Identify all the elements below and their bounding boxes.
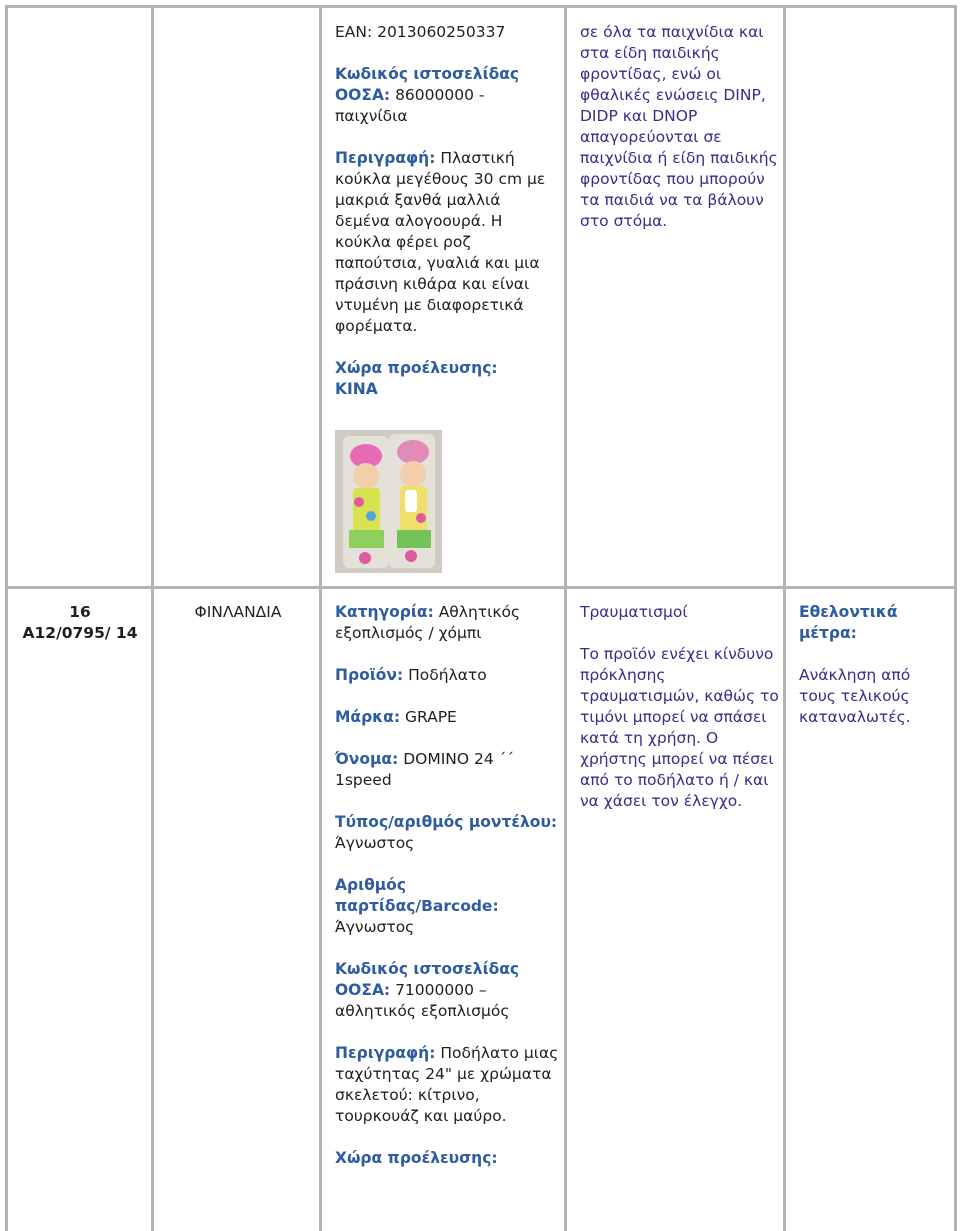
model-value: Άγνωστος: [335, 834, 415, 852]
name-label: Όνομα:: [335, 750, 399, 768]
origin-label: Χώρα προέλευσης:: [335, 1149, 498, 1167]
site-code-label: Κωδικός ιστοσελίδας ΟΟΣΑ:: [335, 960, 520, 999]
description: [335, 148, 560, 337]
row2-country-cell: [168, 602, 308, 623]
origin: [335, 358, 560, 400]
brand-label: Μάρκα:: [335, 708, 401, 726]
case-reference: A12/0795/ 14: [22, 624, 138, 642]
site-code: [335, 959, 560, 1022]
risk-text: σε όλα τα παιχνίδια και στα είδη παιδικής φροντίδας, ενώ οι φθαλικές ενώσεις DINP, DIDP και DNOP απαγορεύονται σε παιχνίδια ή είδη παιδικής φροντίδας που μπορούν τα παιδιά να τα βάλουν στο στόμα.: [580, 23, 778, 230]
description: [335, 1043, 560, 1127]
brand-value: GRAPE: [400, 708, 457, 726]
ean-code: EAN: 2013060250337: [335, 23, 506, 41]
case-number: 16: [69, 603, 91, 621]
site-code-value: 86000000 - παιχνίδια: [335, 86, 485, 125]
doll-image: [335, 430, 442, 573]
table-divider-3: [564, 5, 567, 1231]
table-border-right: [954, 5, 957, 1231]
measures-label: Εθελοντικά μέτρα:: [799, 603, 898, 642]
risk-text: Το προϊόν ενέχει κίνδυνο πρόκλησης τραυματισμών, καθώς το τιμόνι μπορεί να σπάσει κατά τη χρήση. Ο χρήστης μπορεί να πέσει από το ποδήλατο ή / και να χάσει τον έλεγχο.: [580, 645, 779, 810]
row2-reference-cell: [15, 602, 145, 644]
table-divider-1: [151, 5, 154, 1231]
description-label: Περιγραφή:: [335, 1044, 436, 1062]
description-value: Ποδήλατο μιας ταχύτητας 24" με χρώματα σκελετού: κίτρινο, τουρκουάζ και μαύρο.: [335, 1044, 559, 1125]
table-border-left: [5, 5, 8, 1231]
category-value: Αθλητικός εξοπλισμός / χόμπι: [335, 603, 521, 642]
row2-measures-cell: [799, 602, 949, 728]
table-border-top: [5, 5, 957, 8]
category-label: Κατηγορία:: [335, 603, 434, 621]
row2-product-cell: [335, 602, 560, 1169]
product-photo-doll: [335, 430, 442, 573]
product-value: Ποδήλατο: [403, 666, 487, 684]
measures-text: Ανάκληση από τους τελικούς καταναλωτές.: [799, 666, 911, 726]
description-label: Περιγραφή:: [335, 149, 436, 167]
product-label: Προϊόν:: [335, 666, 404, 684]
site-code-value: 71000000 – αθλητικός εξοπλισμός: [335, 981, 510, 1020]
model-label: Τύπος/αριθμός μοντέλου:: [335, 813, 558, 831]
product: [335, 665, 560, 686]
description-value: Πλαστική κούκλα μεγέθους 30 cm με μακριά ξανθά μαλλιά δεμένα αλογοουρά. Η κούκλα φέρει ροζ παπούτσια, γυαλιά και μια πράσινη κιθάρα και είναι ντυμένη με διαφορετικά φορέματα.: [335, 149, 546, 335]
model: [335, 812, 560, 854]
row-separator: [5, 586, 957, 589]
brand: [335, 707, 560, 728]
site-code: [335, 64, 560, 127]
row1-product-cell: [335, 22, 560, 400]
row1-risk-cell: [580, 22, 780, 232]
row2-risk-cell: [580, 602, 780, 812]
name-value: DOMINO 24 ΄΄ 1speed: [335, 750, 515, 789]
origin: [335, 1148, 560, 1169]
risk-title: Τραυματισμοί: [580, 603, 688, 621]
product-name: [335, 749, 560, 791]
site-code-label: Κωδικός ιστοσελίδας ΟΟΣΑ:: [335, 65, 520, 104]
batch-label: Αριθμός παρτίδας/Barcode:: [335, 876, 499, 915]
table-divider-2: [319, 5, 322, 1231]
notifying-country: ΦΙΝΛΑΝΔΙΑ: [194, 603, 282, 621]
table-divider-4: [783, 5, 786, 1231]
origin-label: Χώρα προέλευσης:: [335, 359, 498, 377]
category: [335, 602, 560, 644]
origin-value: ΚΙΝΑ: [335, 380, 378, 398]
batch: [335, 875, 560, 938]
batch-value: Άγνωστος: [335, 918, 415, 936]
